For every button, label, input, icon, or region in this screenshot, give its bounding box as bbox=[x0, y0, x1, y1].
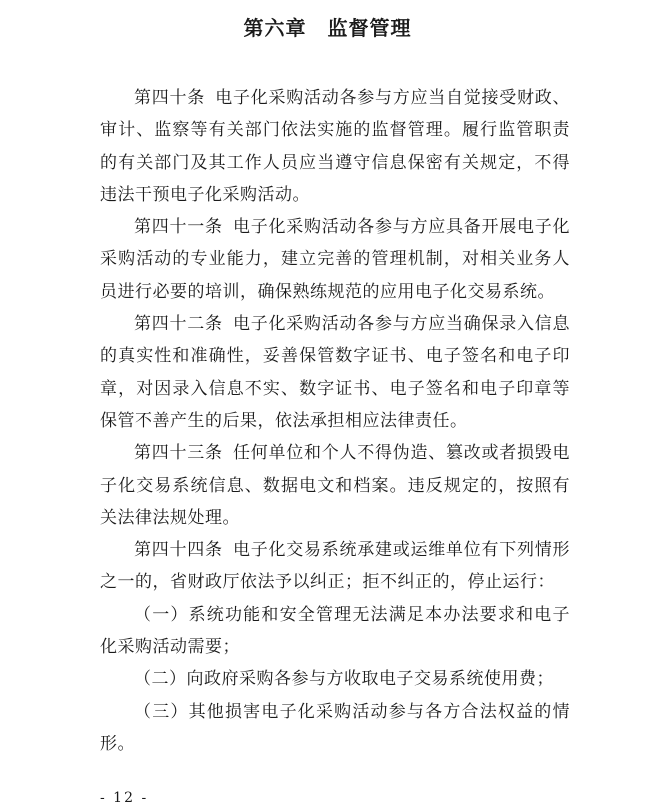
article-text: 电子化采购活动各参与方应当自觉接受财政、审计、监察等有关部门依法实施的监督管理。履行监管职责的有关部门及其工作人员应当遵守信息保密有关规定，不得违法干预电子化采购活动。 bbox=[100, 88, 571, 205]
article-number: 第四十一条 bbox=[134, 217, 223, 238]
article-text: 电子化采购活动各参与方应当确保录入信息的真实性和准确性，妥善保管数字证书、电子签名和电子印章，对因录入信息不实、数字证书、电子签名和电子印章等保管不善产生的后果，依法承担相应法律责任。 bbox=[100, 314, 571, 431]
article-43 bbox=[100, 437, 570, 534]
list-item-2: （二）向政府采购各参与方收取电子交易系统使用费； bbox=[134, 669, 554, 690]
article-41 bbox=[100, 211, 570, 308]
article-number: 第四十四条 bbox=[134, 540, 223, 561]
document-body bbox=[100, 82, 570, 760]
list-item-3: （三）其他损害电子化采购活动参与各方合法权益的情形。 bbox=[100, 701, 570, 754]
article-text: 电子化交易系统承建或运维单位有下列情形之一的，省财政厅依法予以纠正；拒不纠正的，停止运行： bbox=[100, 540, 571, 593]
article-text: 任何单位和个人不得伪造、篡改或者损毁电子化交易系统信息、数据电文和档案。违反规定的，按照有关法律法规处理。 bbox=[100, 443, 571, 528]
article-text: 电子化采购活动各参与方应具备开展电子化采购活动的专业能力，建立完善的管理机制，对相关业务人员进行必要的培训，确保熟练规范的应用电子化交易系统。 bbox=[100, 217, 571, 302]
article-42 bbox=[100, 308, 570, 437]
article-44 bbox=[100, 534, 570, 599]
page-number: - 12 - bbox=[100, 790, 149, 806]
article-number: 第四十二条 bbox=[134, 314, 223, 335]
article-number: 第四十三条 bbox=[134, 443, 223, 464]
list-item-1: （一）系统功能和安全管理无法满足本办法要求和电子化采购活动需要； bbox=[100, 604, 570, 658]
article-40 bbox=[100, 82, 570, 211]
chapter-title: 第六章 监督管理 bbox=[243, 16, 412, 40]
article-number: 第四十条 bbox=[134, 88, 206, 108]
